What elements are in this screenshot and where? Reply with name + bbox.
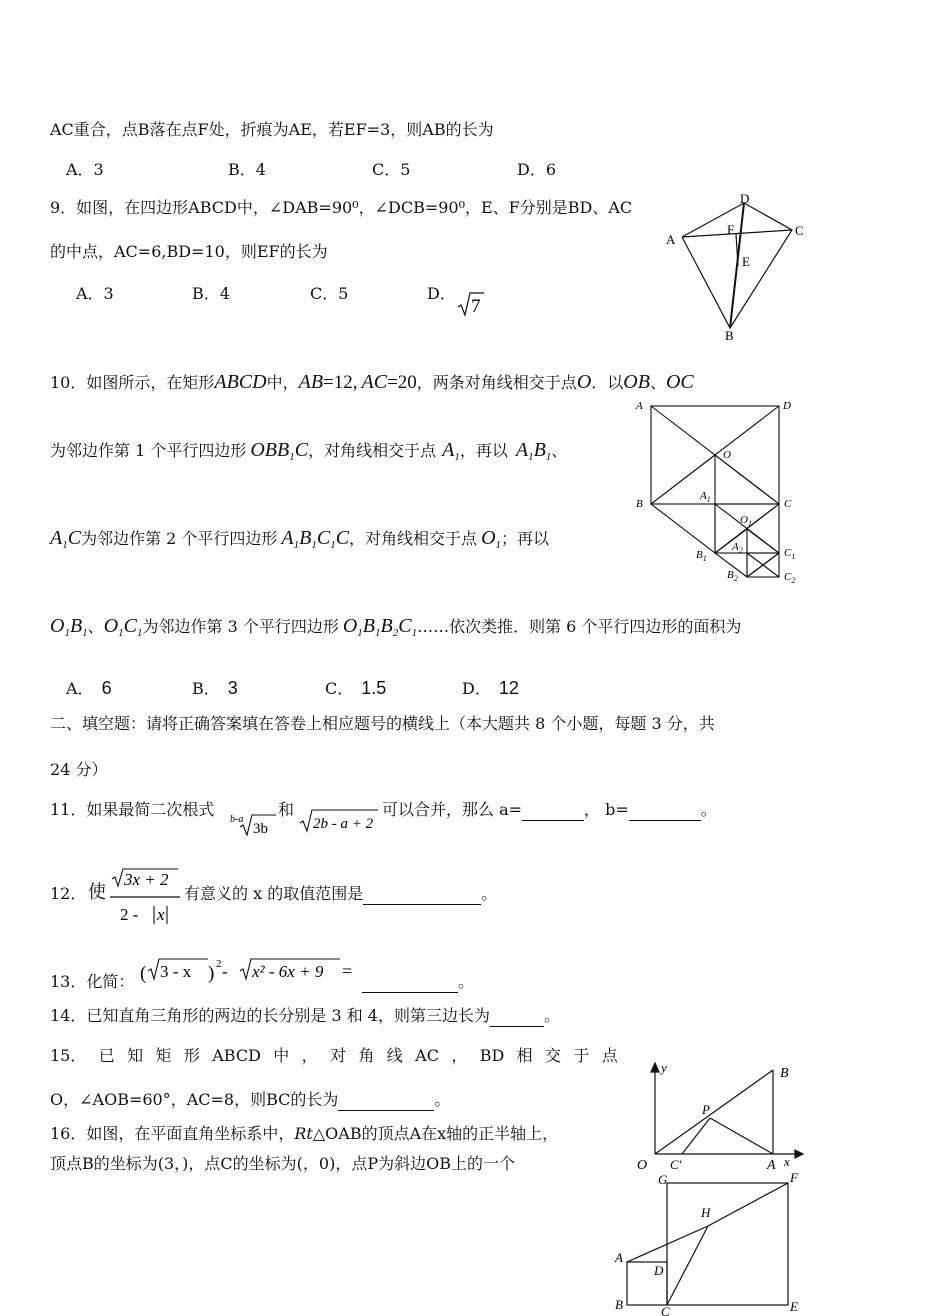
q10-label-a1: $A_1$: [700, 490, 711, 504]
q9-line2: 的中点，AC=6,BD=10，则EF的长为: [50, 242, 328, 261]
y-axis-arrow: [651, 1063, 659, 1072]
q15-word: 对: [330, 1046, 347, 1065]
q11-radical2-body: 2b - a + 2: [313, 816, 374, 832]
section2-line1: 二、填空题：请将正确答案填在答卷上相应题号的横线上（本大题共 8 个小题，每题 3 分，共: [50, 714, 715, 733]
q13-rest: [362, 972, 474, 993]
q9-label-b: B: [725, 328, 734, 343]
label-b: B: [780, 1066, 789, 1081]
q10-text: ，两条对角线相交于点: [416, 373, 577, 392]
q8-option-b: B．4: [228, 160, 266, 179]
q15-word: ，: [301, 1046, 318, 1065]
q12-fraction: [108, 866, 184, 928]
label-y: y: [661, 1060, 667, 1075]
q9-option-d-sqrt: [456, 290, 486, 318]
q13-power: 2: [216, 958, 222, 970]
q10-text: 10．如图所示，在矩形: [50, 373, 215, 392]
q15-word: 已: [98, 1046, 115, 1065]
q11-prefix: 11．如果最简二次根式: [50, 800, 215, 819]
q10-label-a2: $A_2$: [732, 541, 743, 555]
q10-text: ……依次类推．则第 6 个平行四边形的面积为: [417, 617, 742, 636]
q14-blank[interactable]: [490, 1006, 544, 1027]
q10-text: 为邻边作第 1 个平行四边形: [50, 441, 247, 460]
q16-coordinate-figure: [630, 1058, 805, 1178]
q10-math-oc: OC: [665, 371, 694, 393]
q10-text: 、: [551, 441, 568, 460]
q11-radical1-index: b-a: [230, 814, 244, 825]
q10-figure: [630, 395, 810, 590]
label-a: A: [615, 1250, 623, 1265]
label-o: O: [637, 1158, 648, 1173]
q15-word: ABCD: [212, 1046, 261, 1065]
q10-label-c: C: [784, 498, 792, 510]
q13-blank[interactable]: [362, 972, 458, 993]
section2-line2: 24 分）: [50, 760, 108, 779]
q10-text: ，对角线相交于点: [349, 529, 478, 548]
q9-label-f: F: [727, 222, 735, 237]
q10-text: 为邻边作第 2 个平行四边形: [81, 529, 278, 548]
q15-end: 。: [434, 1090, 451, 1109]
label-g: G: [658, 1172, 668, 1187]
q11-and: 和: [278, 800, 295, 819]
q11-end: 。: [700, 800, 717, 819]
q10-label-c1: $C_1$: [784, 547, 796, 561]
q10-math-o1b1b2c1: $O_1B_1B_2C_1$: [342, 615, 418, 639]
q16-line1: [50, 1124, 558, 1144]
q9-option-b: B．4: [192, 284, 230, 303]
q15-word: 15．: [50, 1046, 87, 1065]
q9-option-d: D．: [427, 284, 456, 303]
q14-end: 。: [543, 1006, 560, 1025]
q10-label-a: A: [636, 400, 643, 412]
square-figure: [608, 1168, 808, 1316]
q9-label-e: E: [742, 254, 750, 269]
q10-label-d: D: [783, 400, 791, 412]
q15-word: 于: [573, 1046, 590, 1065]
q15-word: ，: [451, 1046, 468, 1065]
q11-blank-a[interactable]: [522, 800, 584, 821]
segment-ob: [655, 1070, 773, 1154]
q13-paren-open: (: [140, 963, 147, 984]
q13-end: 。: [458, 972, 475, 991]
q10-math-obb1c: $OBB_1C$: [250, 439, 309, 463]
q15-blank[interactable]: [338, 1090, 434, 1111]
q8-option-d: D．6: [517, 160, 557, 179]
q10-math-a1: $A_1$: [442, 439, 460, 463]
q15-word: 知: [127, 1046, 144, 1065]
label-a: A: [767, 1158, 776, 1173]
q10-option-c-label: C．: [325, 679, 354, 698]
q10-label-b: B: [636, 498, 643, 510]
q12-shi: 使: [88, 882, 106, 903]
q10-math-o1: $O_1$: [481, 527, 502, 551]
q9-figure: [660, 190, 810, 343]
q10-label-o1: $O_1$: [740, 514, 752, 528]
q10-line3: [50, 528, 549, 555]
q10-line4: [50, 616, 741, 643]
q15-text: O，∠AOB=60°，AC=8，则BC的长为: [50, 1090, 339, 1109]
q9-option-a: A．3: [76, 284, 114, 303]
x-axis-arrow: [795, 1150, 803, 1158]
q10-math-ac-value: =20: [387, 372, 417, 393]
q11-sep: ， b=: [584, 800, 629, 819]
q15-word: 矩: [155, 1046, 172, 1065]
q16-text: 16．如图，在平面直角坐标系中，: [50, 1124, 295, 1143]
q13-radicand-1: 3 - x: [160, 962, 192, 981]
q9-option-d-radicand: 7: [471, 296, 481, 317]
q10-option-a-label: A．: [66, 679, 94, 698]
segment-cp: [682, 1118, 710, 1154]
label-p: P: [702, 1102, 710, 1117]
q12-rest: [184, 884, 497, 905]
q15-word: 点: [601, 1046, 618, 1065]
q16-line2: 顶点B的坐标为(3，)，点C的坐标为(，0)，点P为斜边OB上的一个: [50, 1154, 515, 1173]
q10-option-c: [325, 678, 386, 699]
q10-text: 、: [87, 617, 104, 636]
q10-label-b2: $B_2$: [727, 569, 738, 583]
q15-word: 相: [516, 1046, 533, 1065]
q11-radical-2: [298, 806, 382, 834]
label-d: D: [654, 1263, 664, 1278]
q10-option-b: [192, 678, 238, 699]
label-e: E: [790, 1299, 798, 1314]
q10-math-abcd: ABCD: [214, 371, 267, 393]
q11-mid: 可以合并，那么 a=: [382, 800, 523, 819]
label-b: B: [615, 1297, 623, 1312]
q10-option-d-label: D．: [462, 679, 491, 698]
q12-numerator: 3x + 2: [124, 870, 169, 889]
q12-denominator-a: 2 -: [120, 905, 139, 924]
q11-blank-b[interactable]: [629, 800, 701, 821]
q10-line1: [50, 372, 694, 393]
q15-line2: [50, 1090, 450, 1111]
q10-text: 为邻边作第 3 个平行四边形: [142, 617, 339, 636]
label-c: C: [661, 1304, 670, 1316]
q10-option-d-value: 12: [498, 678, 519, 698]
q11-rest: [382, 800, 717, 821]
q15-word: 线: [386, 1046, 403, 1065]
q15-word: 中: [273, 1046, 290, 1065]
q10-text: 中，: [266, 373, 299, 392]
label-x: x: [784, 1154, 790, 1169]
square-gfec: [667, 1183, 788, 1305]
q12-suffix: 有意义的 x 的取值范围是: [184, 884, 364, 903]
q10-label-o: O: [723, 449, 731, 461]
q15-word: 角: [358, 1046, 375, 1065]
q10-option-d: [462, 678, 519, 699]
q10-math-ac: AC: [361, 371, 388, 393]
q10-text: ．以: [591, 373, 624, 392]
q13-radicand-2: x² - 6x + 9: [252, 962, 324, 981]
q10-text: ；再以: [501, 529, 550, 548]
segment-hc: [667, 1226, 708, 1305]
q8-option-c: C．5: [372, 160, 411, 179]
q13-expression: [140, 955, 380, 987]
q12-blank[interactable]: [363, 884, 481, 905]
q9-line1: 9．如图，在四边形ABCD中，∠DAB=90⁰，∠DCB=90⁰，E、F分别是BD、AC: [50, 198, 633, 217]
q9-label-c: C: [795, 223, 804, 238]
q10-math-a1b1c1c: $A_1B_1C_1C$: [281, 527, 350, 551]
q15-word: 形: [183, 1046, 200, 1065]
q11-radical1-body: 3b: [253, 821, 268, 837]
q10-math-ob: OB: [623, 371, 650, 393]
q13-prefix: 13．化简：: [50, 972, 135, 991]
q15-word: BD: [479, 1046, 505, 1065]
q10-math-a1c: $A_1C$: [50, 527, 82, 551]
q16-rt: Rt: [294, 1124, 313, 1143]
q13-equals: =: [342, 961, 353, 981]
label-c-prime: C': [670, 1157, 682, 1172]
q9-option-c: C．5: [310, 284, 349, 303]
q9-label-d: D: [740, 191, 750, 206]
segment-hf: [708, 1183, 788, 1226]
q10-math-ab-value: =12,: [323, 372, 358, 393]
q11-line: [50, 800, 214, 820]
q15-line1: [50, 1046, 618, 1066]
q15-word: 交: [545, 1046, 562, 1065]
q12-prefix: 12．: [50, 884, 87, 903]
q12-denominator-x: x: [157, 905, 165, 924]
segment-pa: [710, 1118, 773, 1154]
q8-option-a: A．3: [66, 160, 104, 179]
label-f: F: [790, 1170, 798, 1185]
q12-end: 。: [481, 884, 498, 903]
q10-option-a-value: 6: [101, 678, 112, 698]
q10-math-a1b1: $A_1B_1$: [515, 439, 552, 463]
q10-label-c2: $C_2$: [784, 571, 796, 585]
q14-line: [50, 1006, 560, 1027]
q10-line2: [50, 440, 567, 467]
q10-text: 、: [649, 373, 666, 392]
q16-text: △OAB的顶点A在x轴的正半轴上，: [312, 1124, 559, 1143]
q10-math-o1b1: $O_1B_1$: [50, 615, 88, 639]
q10-option-a: [66, 678, 112, 699]
q8-line1: AC重合，点B落在点F处，折痕为AE，若EF=3，则AB的长为: [50, 120, 494, 139]
q10-option-b-label: B．: [192, 679, 220, 698]
q10-label-b1: $B_1$: [696, 549, 707, 563]
q10-text: ，对角线相交于点: [308, 441, 437, 460]
q10-math-ab: AB: [298, 371, 324, 393]
q13-paren-close: ): [208, 963, 215, 984]
q9-label-a: A: [666, 232, 676, 247]
q10-text: ，再以: [459, 441, 508, 460]
q11-radical-1: [230, 810, 276, 838]
q15-word: AC: [415, 1046, 439, 1065]
q10-option-c-value: 1.5: [361, 678, 387, 698]
q9-diagonal-ac: [682, 230, 792, 237]
q14-text: 14．已知直角三角形的两边的长分别是 3 和 4，则第三边长为: [50, 1006, 490, 1025]
q10-math-o1c1: $O_1C_1$: [103, 615, 143, 639]
label-h: H: [701, 1205, 711, 1220]
q10-math-o: O: [576, 371, 592, 393]
q13-minus: -: [222, 962, 228, 981]
q10-option-b-value: 3: [227, 678, 238, 698]
